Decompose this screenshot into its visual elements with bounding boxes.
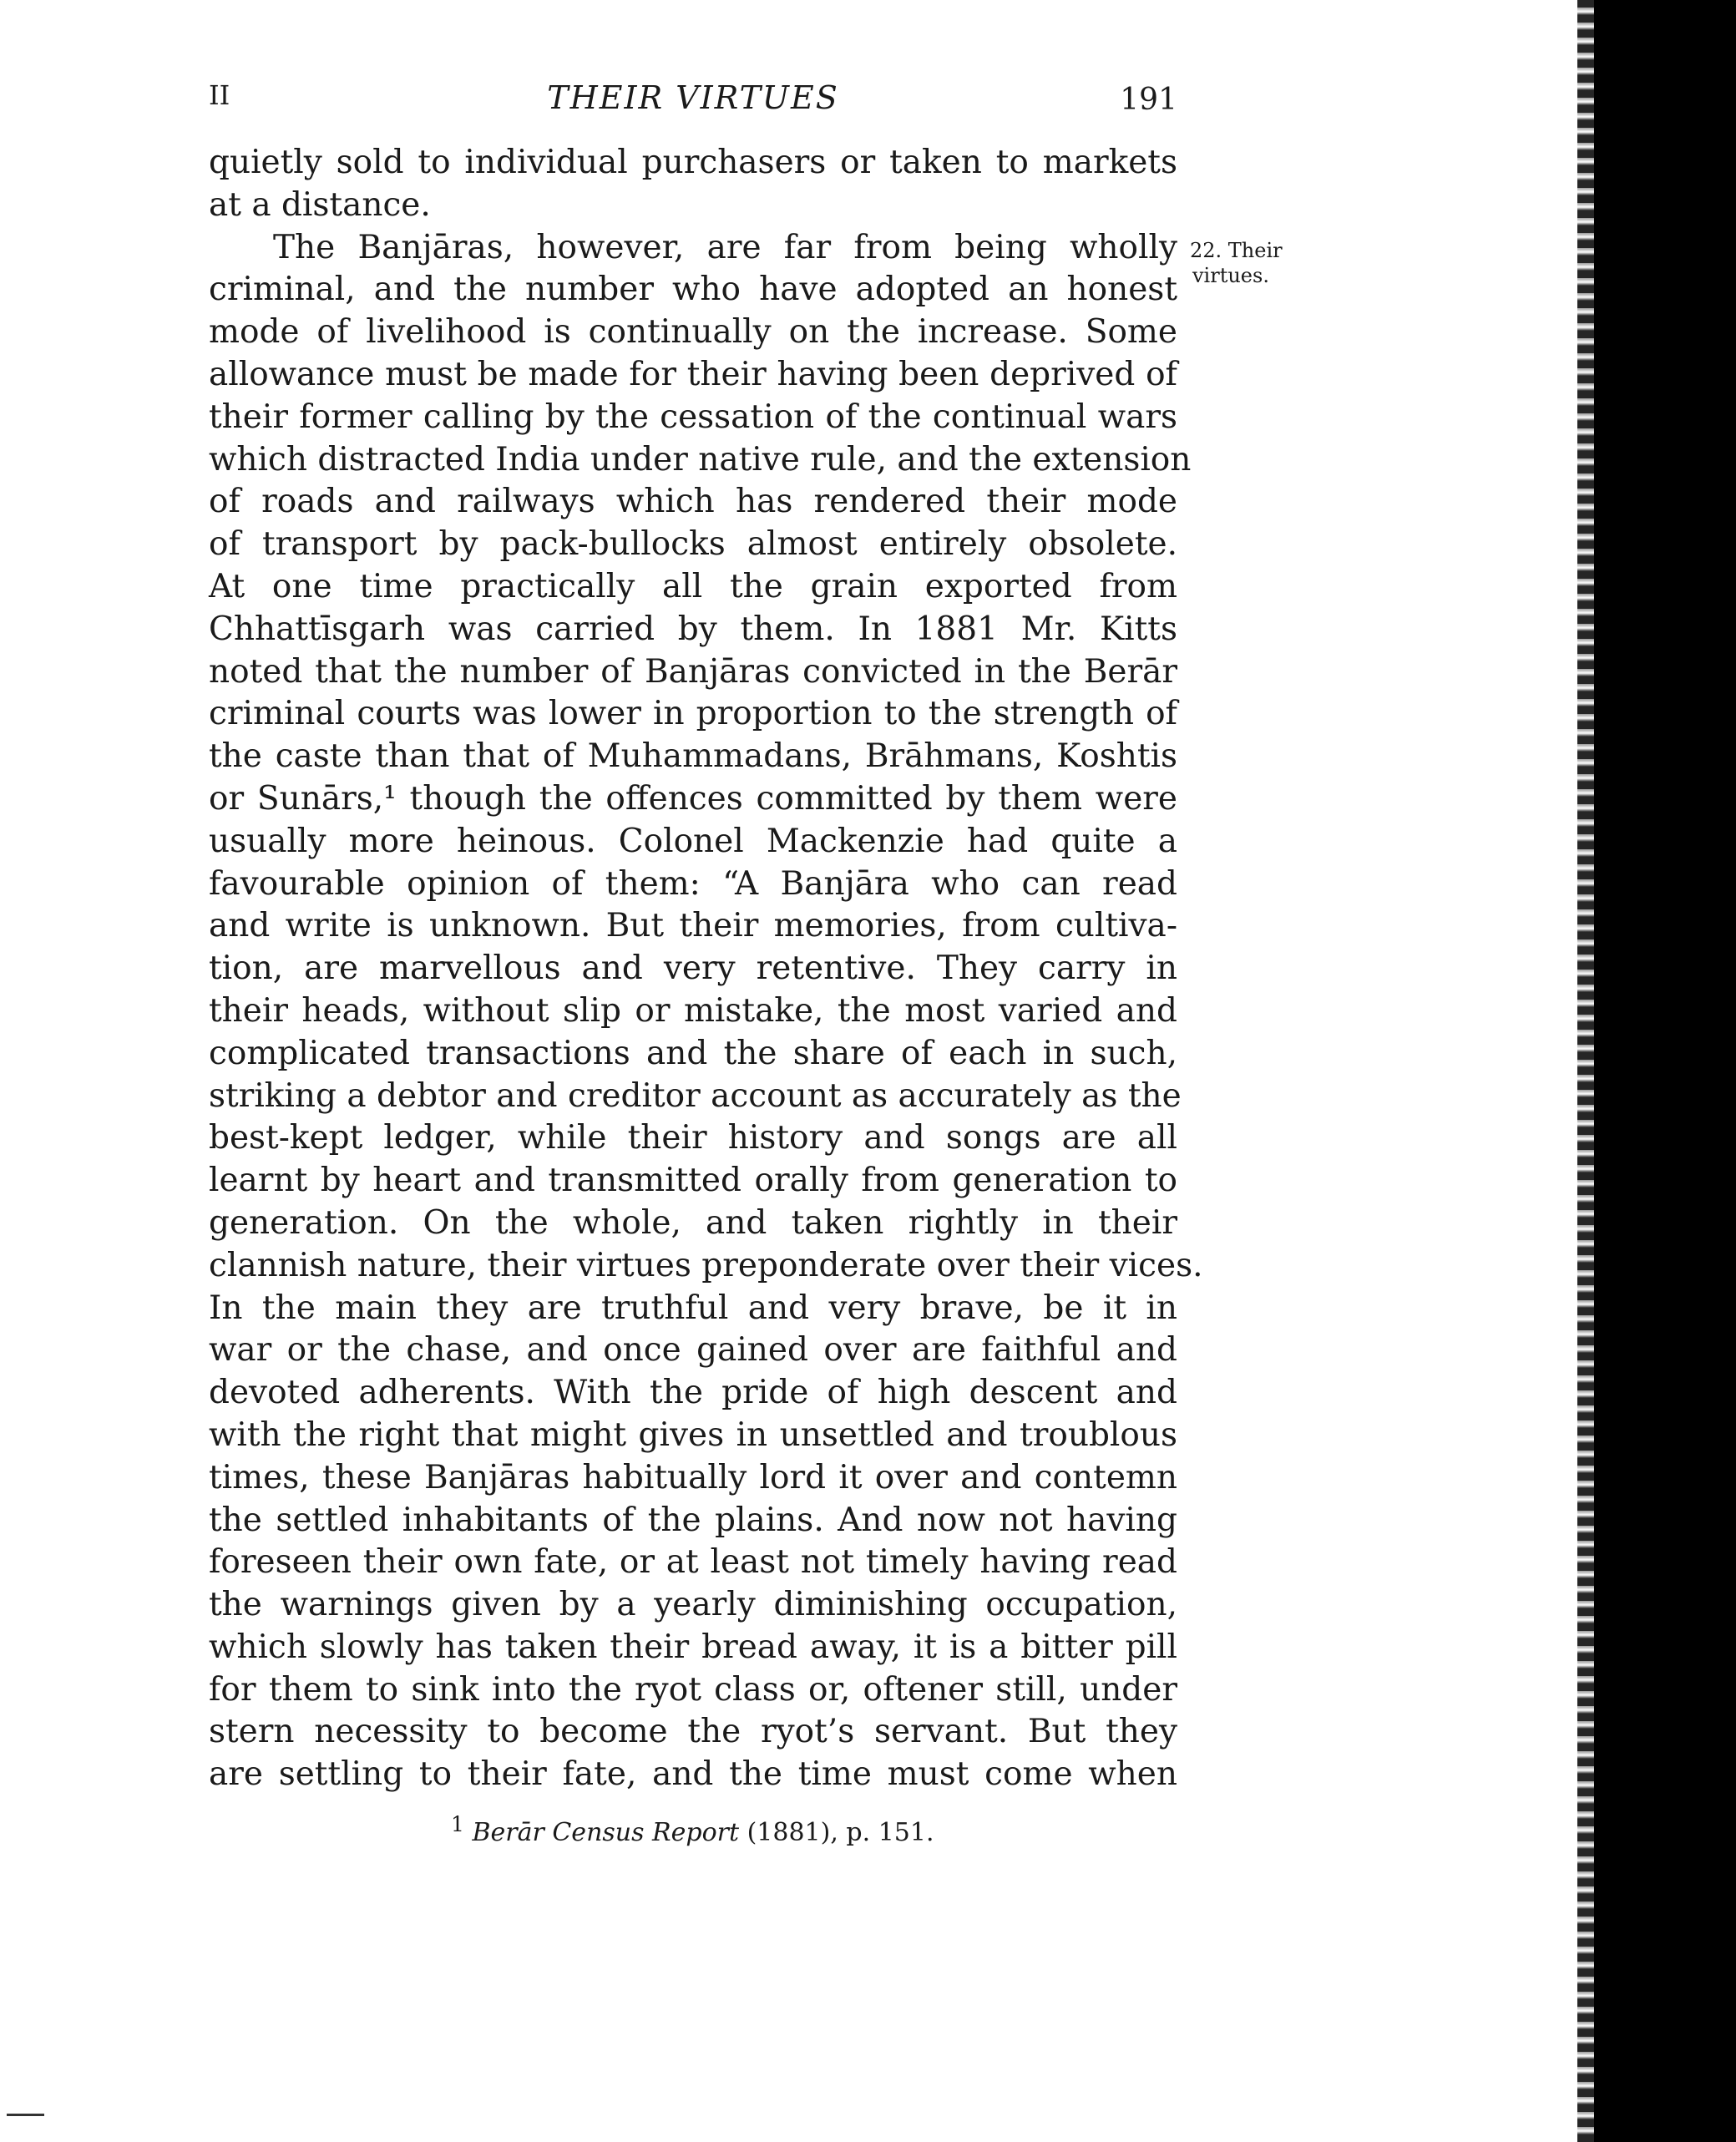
text-line: mode of livelihood is continually on the increase. Some xyxy=(209,313,1177,352)
text-line: criminal, and the number who have adopted an honest xyxy=(209,271,1177,309)
text-line: of transport by pack-bullocks almost entirely obsolete. xyxy=(209,525,1177,564)
footnote-marker: 1 xyxy=(451,1812,464,1836)
text-line: usually more heinous. Colonel Mackenzie had quite a xyxy=(209,822,1177,860)
text-line: tion, are marvellous and very retentive. They carry in xyxy=(209,949,1177,988)
text-line: clannish nature, their virtues preponderate over their vices. xyxy=(209,1246,1203,1284)
text-line: generation. On the whole, and taken rightly in their xyxy=(209,1203,1177,1242)
text-line: or Sunārs,¹ though the offences committed by them were xyxy=(209,779,1177,818)
text-line: stern necessity to become the ryot’s servant. But they xyxy=(209,1713,1177,1751)
footnote-source: Berār Census Report xyxy=(472,1818,740,1847)
running-title: THEIR VIRTUES xyxy=(547,79,839,116)
running-header xyxy=(209,79,1177,129)
text-line: learnt by heart and transmitted orally from generation to xyxy=(209,1162,1177,1200)
text-line: at a distance. xyxy=(209,185,431,224)
text-line: criminal courts was lower in proportion to the strength of xyxy=(209,695,1177,733)
text-line: their former calling by the cessation of the continual wars xyxy=(209,398,1177,436)
text-line: are settling to their fate, and the time must come when xyxy=(209,1755,1177,1794)
scan-mark xyxy=(7,2114,44,2116)
text-line: complicated transactions and the share of each in such, xyxy=(209,1034,1177,1072)
text-line: their heads, without slip or mistake, the most varied and xyxy=(209,991,1177,1030)
text-line: foreseen their own fate, or at least not timely having read xyxy=(209,1543,1177,1582)
text-line: of roads and railways which has rendered their mode xyxy=(209,483,1177,521)
text-line: which slowly has taken their bread away, it is a bitter pill xyxy=(209,1628,1177,1666)
margin-note-line: virtues. xyxy=(1192,264,1269,287)
text-line: noted that the number of Banjāras convicted in the Berār xyxy=(209,652,1177,691)
body-text xyxy=(209,142,1203,1796)
text-line: for them to sink into the ryot class or, oftener still, under xyxy=(209,1670,1177,1709)
text-line: The Banjāras, however, are far from being wholly xyxy=(273,228,1177,266)
text-line: with the right that might gives in unsettled and troublous xyxy=(209,1415,1177,1454)
text-line: war or the chase, and once gained over are faithful and xyxy=(209,1331,1177,1370)
footnote xyxy=(451,1812,934,1847)
text-line: At one time practically all the grain exported from xyxy=(209,567,1177,605)
text-line: best-kept ledger, while their history and songs are all xyxy=(209,1119,1177,1157)
text-line: the warnings given by a yearly diminishing occupation, xyxy=(209,1586,1177,1624)
text-line: which distracted India under native rule, and the extension xyxy=(209,440,1192,479)
text-line: the caste than that of Muhammadans, Brāhmans, Koshtis xyxy=(209,737,1177,776)
text-line: allowance must be made for their having been deprived of xyxy=(209,355,1177,393)
margin-note-line: 22. Their xyxy=(1190,239,1283,262)
text-line: In the main they are truthful and very brave, be it in xyxy=(209,1289,1177,1327)
text-line: and write is unknown. But their memories, from cultiva- xyxy=(209,907,1177,945)
scan-dark-margin xyxy=(1594,0,1736,2142)
margin-note xyxy=(1190,238,1283,288)
chapter-number: II xyxy=(209,79,230,111)
footnote-citation: (1881), p. 151. xyxy=(747,1818,934,1847)
text-line: times, these Banjāras habitually lord it over and contemn xyxy=(209,1458,1177,1496)
text-line: favourable opinion of them: “A Banjāra who can read xyxy=(209,864,1177,903)
text-line: striking a debtor and creditor account as accurately as the xyxy=(209,1076,1182,1115)
text-line: Chhattīsgarh was carried by them. In 1881 Mr. Kitts xyxy=(209,610,1177,648)
text-line: the settled inhabitants of the plains. And now not having xyxy=(209,1501,1177,1539)
text-line: devoted adherents. With the pride of high descent and xyxy=(209,1374,1177,1412)
text-line: quietly sold to individual purchasers or taken to markets xyxy=(209,144,1177,181)
page-number: 191 xyxy=(1120,83,1177,117)
